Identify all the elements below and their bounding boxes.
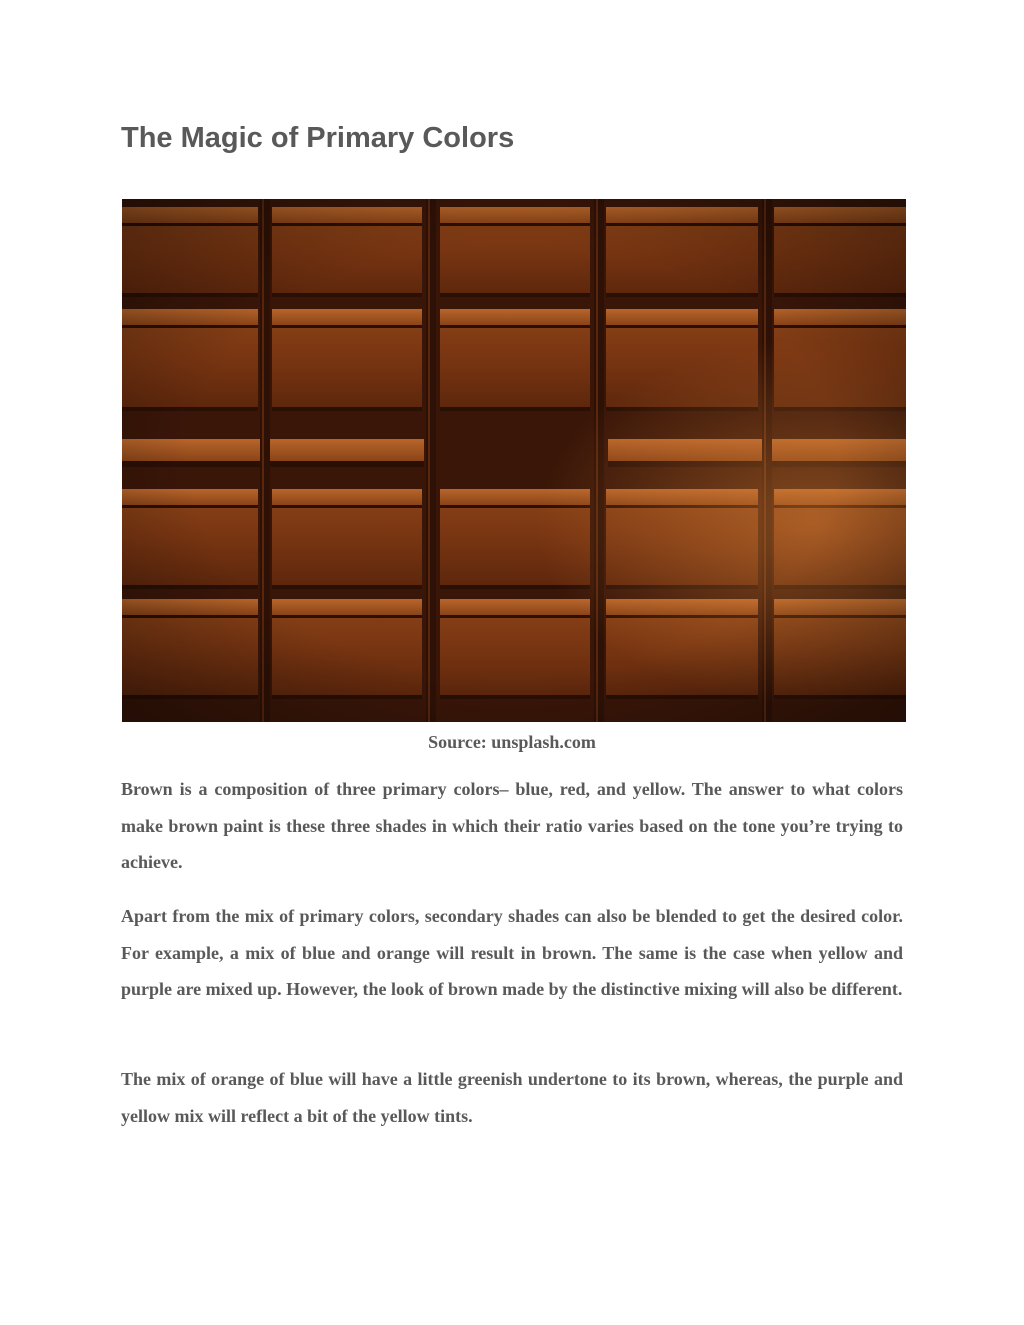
page-title: The Magic of Primary Colors	[121, 122, 515, 154]
paragraph-1: Brown is a composition of three primary colors– blue, red, and yellow. The answer to what colors make brown paint is these three shades in which their ratio varies based on the tone you’re trying to achieve.	[121, 779, 903, 872]
wooden-drawer-cabinet-photo	[122, 199, 906, 722]
paragraph-2: Apart from the mix of primary colors, secondary shades can also be blended to get the desired color. For example, a mix of blue and orange will result in brown. The same is the case when yellow and purple are mixed up. However, the look of brown made by the distinctive mixing will also be different.	[121, 906, 903, 999]
paragraph-3: The mix of orange of blue will have a little greenish undertone to its brown, whereas, the purple and yellow mix will reflect a bit of the yellow tints.	[121, 1069, 903, 1126]
image-caption: Source: unsplash.com	[428, 732, 596, 752]
